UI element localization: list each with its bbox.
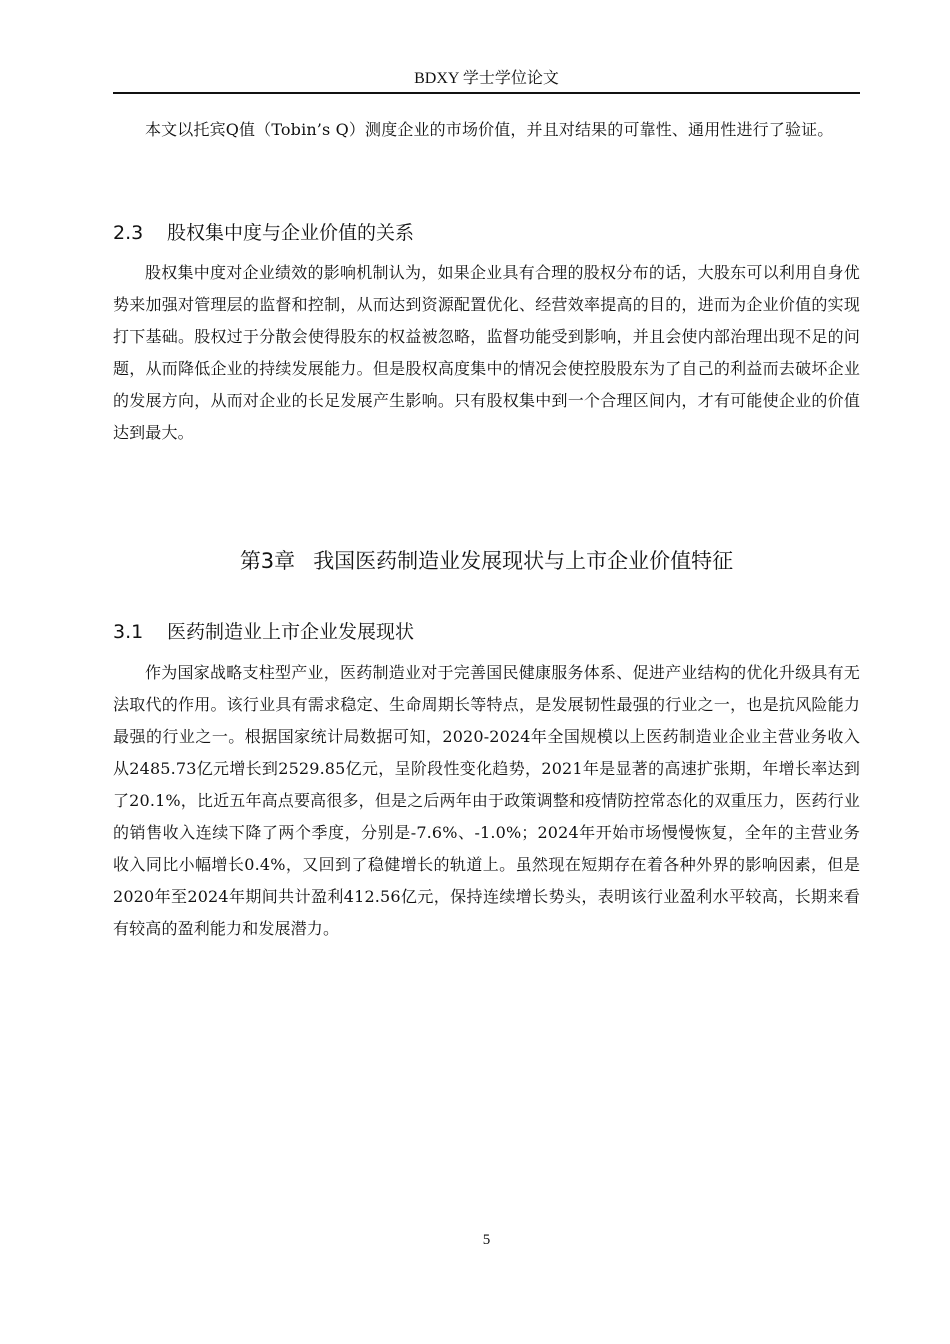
section-heading-2-3 [113, 220, 860, 246]
running-header: BDXY 学士学位论文 [414, 70, 559, 87]
chapter-heading-3 [113, 546, 860, 576]
section-title: 医药制造业上市企业发展现状 [167, 621, 415, 643]
section-3-1-paragraph: 作为国家战略支柱型产业，医药制造业对于完善国民健康服务体系、促进产业结构的优化升级具有无法取代的作用。该行业具有需求稳定、生命周期长等特点，是发展韧性最强的行业之一，也是抗风险能力最强的行业之一。根据国家统计局数据可知，2020-2024年全国规模以上医药制造业企业主营业务收入从2485.73亿元增长到2529.85亿元，呈阶段性变化趋势，2021年是显著的高速扩张期，年增长率达到了20.1%，比近五年高点要高很多，但是之后两年由于政策调整和疫情防控常态化的双重压力，医药行业的销售收入连续下降了两个季度，分别是-7.6%、-1.0%；2024年开始市场慢慢恢复，全年的主营业务收入同比小幅增长0.4%，又回到了稳健增长的轨道上。虽然现在短期存在着各种外界的影响因素，但是2020年至2024年期间共计盈利412.56亿元，保持连续增长势头，表明该行业盈利水平较高，长期来看有较高的盈利能力和发展潜力。 [113, 663, 860, 938]
chapter-title: 我国医药制造业发展现状与上市企业价值特征 [313, 549, 734, 573]
section-title: 股权集中度与企业价值的关系 [167, 222, 415, 244]
section-heading-3-1 [113, 619, 860, 645]
section-number: 3.1 [113, 621, 144, 643]
page-number: 5 [482, 1232, 491, 1248]
intro-paragraph: 本文以托宾Q值（Tobin’s Q）测度企业的市场价值，并且对结果的可靠性、通用性进行了验证。 [145, 120, 834, 139]
section-number: 2.3 [113, 222, 144, 244]
header-rule [113, 92, 860, 94]
section-2-3-paragraph: 股权集中度对企业绩效的影响机制认为，如果企业具有合理的股权分布的话，大股东可以利用自身优势来加强对管理层的监督和控制，从而达到资源配置优化、经营效率提高的目的，进而为企业价值的实现打下基础。股权过于分散会使得股东的权益被忽略，监督功能受到影响，并且会使内部治理出现不足的问题，从而降低企业的持续发展能力。但是股权高度集中的情况会使控股股东为了自己的利益而去破坏企业的发展方向，从而对企业的长足发展产生影响。只有股权集中到一个合理区间内，才有可能使企业的价值达到最大。 [113, 263, 860, 442]
chapter-number: 第3章 [239, 549, 296, 573]
